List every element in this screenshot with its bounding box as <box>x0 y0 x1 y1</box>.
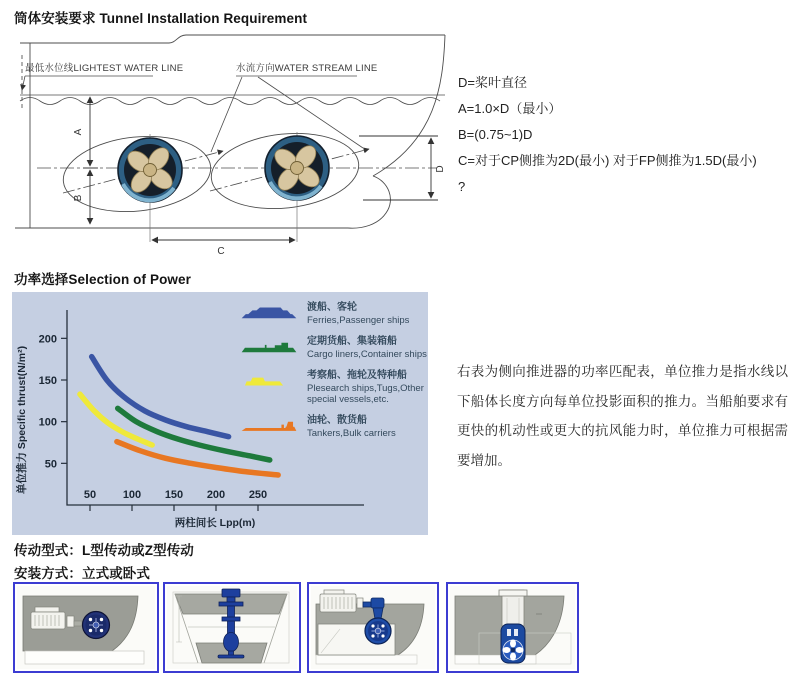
req-line-b: B=(0.75~1)D <box>458 127 533 142</box>
legend-label-zh: 渡船、客轮 <box>307 302 357 313</box>
vertical-pod-drawing <box>450 586 575 669</box>
legend-entry-ferry <box>240 302 428 326</box>
req-line-d: D=桨叶直径 <box>458 75 527 90</box>
legend-label <box>307 370 428 405</box>
legend-entry-small-vessel <box>240 370 428 405</box>
tunnel-installation-diagram <box>15 28 452 262</box>
installation-image-vertical-pod <box>446 582 579 673</box>
legend-label-zh: 考察船、拖轮及特种船 <box>307 370 407 381</box>
y-tick-label: 50 <box>44 458 57 471</box>
chart-legend <box>240 302 428 449</box>
pod-thruster-assembly <box>501 624 525 663</box>
lightest-water-line-label: 最低水位线LIGHTEST WATER LINE <box>25 63 184 74</box>
thruster-propeller-right <box>265 136 329 200</box>
installation-image-horizontal-thruster <box>13 582 159 673</box>
water-stream-line-label: 水流方向WATER STREAM LINE <box>236 63 378 74</box>
thruster-unit-icon <box>83 612 110 639</box>
l-drive-drawing <box>311 586 435 669</box>
x-axis-label: 两柱间长 Lpp(m) <box>174 517 256 529</box>
tanker-icon <box>240 417 298 434</box>
legend-label-en: Tankers,Bulk carriers <box>307 427 396 439</box>
installation-image-vertical-z-drive <box>163 582 301 673</box>
legend-entry-cargo-ship <box>240 336 428 360</box>
legend-label <box>307 415 396 439</box>
vertical-z-drive-drawing <box>167 586 297 669</box>
selection-of-power-title: 功率选择Selection of Power <box>14 272 191 287</box>
installation-image-l-drive <box>307 582 439 673</box>
dim-c-label: C <box>217 246 225 257</box>
legend-label-zh: 定期货船、集装箱船 <box>307 336 397 347</box>
vertical-column <box>499 590 527 626</box>
dim-a-label: A <box>73 128 84 136</box>
y-tick-label: 150 <box>38 375 57 387</box>
transmission-type-heading: 传动型式：L型传动或Z型传动 <box>14 543 194 558</box>
req-line-c: C=对于CP侧推为2D(最小) 对于FP侧推为1.5D(最小) <box>458 153 757 168</box>
req-line-a: A=1.0×D（最小） <box>458 101 562 116</box>
thruster-unit-icon <box>365 618 391 644</box>
legend-entry-tanker <box>240 415 428 439</box>
y-tick-label: 100 <box>38 416 57 429</box>
x-tick-label: 100 <box>122 489 142 501</box>
power-matching-note: 右表为侧向推进器的功率匹配表，单位推力是指水线以下船体长度方向每单位投影面积的推力。当船舶要求有更快的机动性或更大的抗风能力时，单位推力可根据需要增加。 <box>457 364 788 468</box>
wavy-waterline <box>20 98 440 105</box>
x-tick-label: 50 <box>83 489 97 501</box>
legend-label <box>307 336 427 360</box>
small-vessel-icon <box>240 372 298 389</box>
y-tick-label: 200 <box>38 333 57 346</box>
x-tick-label: 250 <box>248 489 268 501</box>
x-tick-label: 150 <box>164 489 184 501</box>
legend-label-en: Plesearch ships,Tugs,Other special vessels,etc. <box>307 382 424 405</box>
legend-label <box>307 302 409 326</box>
tunnel-installation-title: 筒体安装要求 Tunnel Installation Requirement <box>14 11 308 26</box>
power-selection-chart <box>12 292 428 535</box>
dim-d-label: D <box>435 165 446 173</box>
ferry-icon <box>240 304 298 321</box>
x-tick-label: 200 <box>206 489 226 501</box>
dim-b-label: B <box>73 194 84 202</box>
installation-requirements <box>458 70 790 200</box>
thruster-propeller-left <box>118 138 182 202</box>
waterline-label-leader <box>22 76 25 90</box>
installation-mode-heading: 安装方式：立式或卧式 <box>14 566 150 581</box>
cargo-ship-icon <box>240 338 298 355</box>
legend-label-en: Cargo liners,Container ships <box>307 348 427 360</box>
req-line-q: ? <box>458 179 466 194</box>
y-axis-label: 单位推力 Specific thrust(N/m²) <box>16 345 28 495</box>
legend-label-zh: 油轮、散货船 <box>307 415 367 427</box>
horizontal-thruster-drawing <box>17 586 155 669</box>
legend-label-en: Ferries,Passenger ships <box>307 314 410 326</box>
